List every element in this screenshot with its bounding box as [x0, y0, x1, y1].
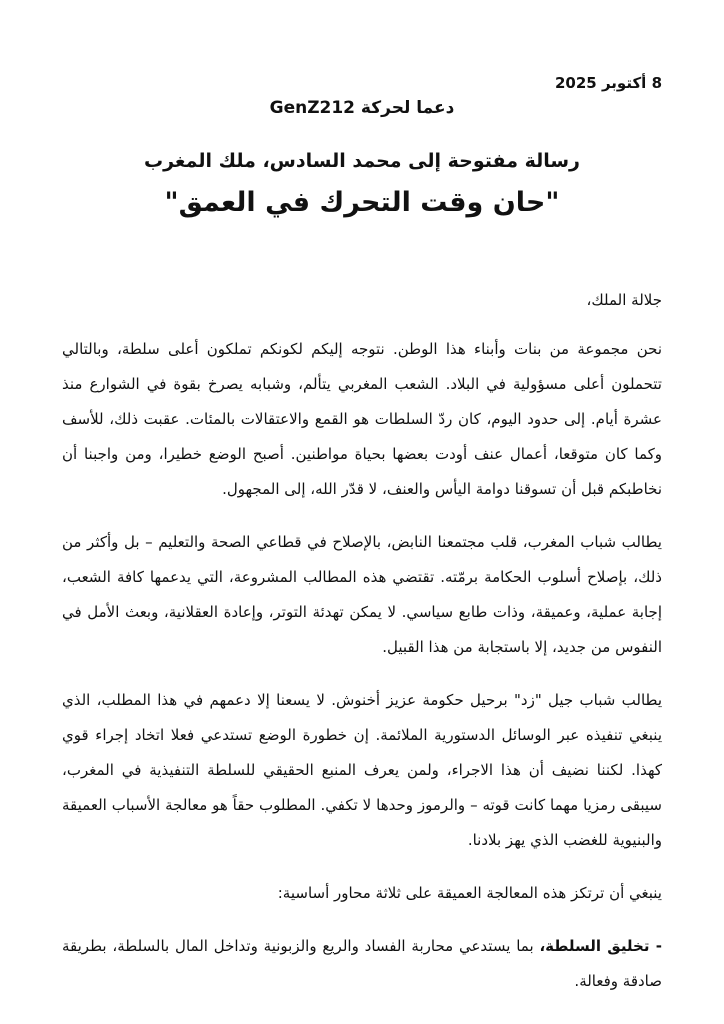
salutation: جلالة الملك، [586, 291, 662, 310]
letter-headline: "حان وقت التحرك في العمق" [164, 186, 560, 218]
paragraph-three-axes-intro: ينبغي أن ترتكز هذه المعالجة العميقة على ثلاثة محاور أساسية: [277, 884, 662, 903]
axis-item-ethics [62, 929, 662, 999]
paragraph-situation: نحن مجموعة من بنات وأبناء هذا الوطن. نتوجه إليكم لكونكم تملكون أعلى سلطة، وبالتالي تتحملون أعلى مسؤولية في البلاد. الشعب المغربي يتألم، وشبابه يصرخ بقوة في الشوارع منذ عشرة أيام. إلى حدود اليوم، كان ردّ السلطات هو القمع والاعتقالات بالمئات. عقبت ذلك، للأسف وكما كان متوقعا، أعمال عنف أودت بعضها بحياة مواطنين. أصبح الوضع خطيرا، ومن واجبنا أن نخاطبكم قبل أن تسوقنا دوامة اليأس والعنف، لا قدّر الله، إلى المجهول. [62, 340, 662, 499]
axis-item-ethics-rest: بما يستدعي محاربة الفساد والريع والزبونية وتداخل المال بالسلطة، بطريقة صادقة وفعالة. [62, 937, 662, 991]
axis-item-ethics-lead: - تخليق السلطة، [539, 937, 663, 956]
paragraph-demands: يطالب شباب المغرب، قلب مجتمعنا النابض، بالإصلاح في قطاعي الصحة والتعليم – بل وأكثر من ذلك، بإصلاح أسلوب الحكامة برمّته. تقتضي هذه المطالب المشروعة، التي يدعمها كافة الشعب، إجابة عملية، وعميقة، وذات طابع سياسي. لا يمكن تهدئة التوتر، وإعادة العقلانية، وبعث الأمل في النفوس من جديد، إلا باستجابة من هذا القبيل. [62, 533, 662, 657]
letter-date: 8 أكتوبر 2025 [555, 74, 662, 92]
letter-recipient-title: رسالة مفتوحة إلى محمد السادس، ملك المغرب [144, 150, 580, 172]
support-line: دعما لحركة GenZ212 [269, 98, 455, 118]
paragraph-government: يطالب شباب جيل "زد" برحيل حكومة عزيز أخنوش. لا يسعنا إلا دعمهم في هذا المطلب، الذي ينبغي تنفيذه عبر الوسائل الدستورية الملائمة. إن خطورة الوضع تستدعي فعلا اتخاد إجراء قوي كهذا. لكننا نضيف أن هذا الاجراء، ولمن يعرف المنبع الحقيقي للسلطة التنفيذية في المغرب، سيبقى رمزيا مهما كانت قوته – والرموز وحدها لا تكفي. المطلوب حقاً هو معالجة الأسباب العميقة والبنيوية للغضب الذي يهز بلادنا. [62, 691, 662, 850]
